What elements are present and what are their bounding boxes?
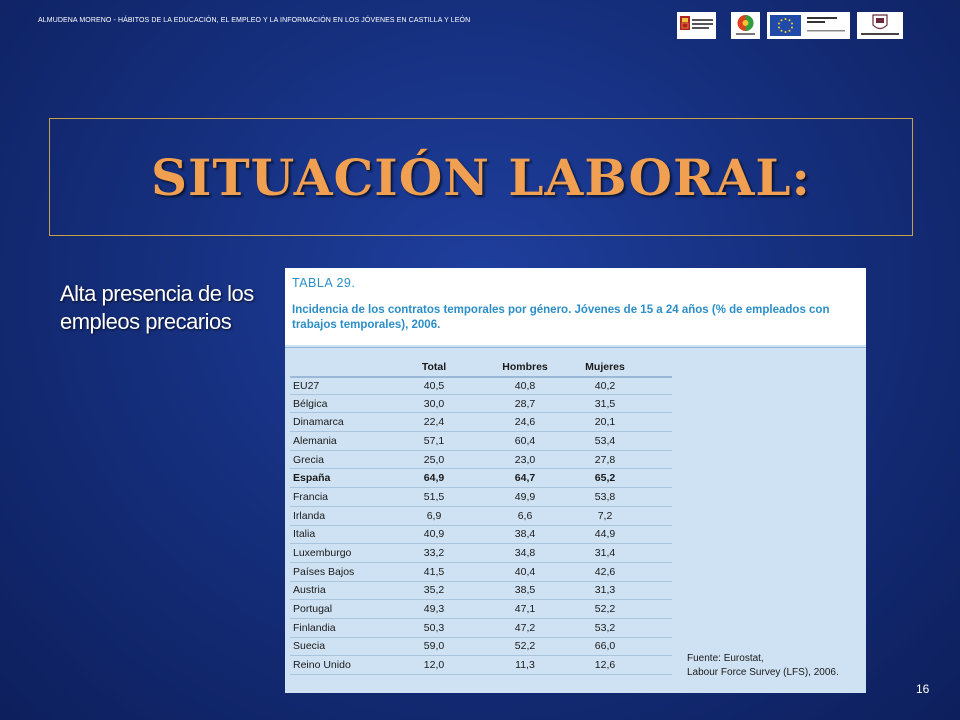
universidad-valladolid-logo — [857, 12, 903, 39]
country-cell: Suecia — [293, 640, 326, 653]
hombres-cell: 64,7 — [514, 472, 536, 485]
hombres-cell: 47,2 — [514, 621, 536, 634]
country-cell: Austria — [293, 584, 326, 597]
total-cell: 64,9 — [423, 472, 445, 485]
total-cell: 22,4 — [423, 416, 445, 429]
column-header-total: Total — [421, 361, 447, 373]
mujeres-cell: 53,2 — [594, 621, 616, 634]
total-cell: 50,3 — [423, 621, 445, 634]
mujeres-cell: 12,6 — [594, 659, 616, 672]
total-cell: 12,0 — [423, 659, 445, 672]
table-heading-area — [285, 268, 866, 345]
page-title: SITUACIÓN LABORAL: — [150, 147, 812, 207]
total-cell: 35,2 — [423, 584, 445, 597]
page-number: 16 — [916, 682, 930, 696]
hombres-cell: 52,2 — [514, 640, 536, 653]
hombres-cell: 23,0 — [514, 453, 536, 466]
mujeres-cell: 53,8 — [594, 490, 616, 503]
total-cell: 57,1 — [423, 434, 445, 447]
table-row — [290, 600, 672, 619]
total-cell: 30,0 — [423, 397, 445, 410]
country-cell: EU27 — [293, 379, 320, 392]
country-cell: España — [293, 472, 331, 485]
hombres-cell: 34,8 — [514, 547, 536, 560]
total-cell: 49,3 — [423, 603, 445, 616]
hombres-cell: 49,9 — [514, 490, 536, 503]
table-row — [290, 619, 672, 638]
table-header-row — [290, 358, 672, 376]
data-table — [290, 358, 672, 675]
table-source — [687, 652, 839, 680]
table-row — [290, 451, 672, 470]
table-row — [290, 376, 672, 395]
source-line-1: Fuente: Eurostat, — [687, 653, 764, 664]
total-cell: 59,0 — [423, 640, 445, 653]
table-row — [290, 395, 672, 414]
coe-logo — [731, 12, 760, 39]
table-row — [290, 582, 672, 601]
table-body — [290, 376, 672, 675]
table-row — [290, 563, 672, 582]
mujeres-cell: 7,2 — [597, 509, 613, 522]
hombres-cell: 11,3 — [515, 659, 535, 672]
table-row — [290, 432, 672, 451]
hombres-cell: 60,4 — [514, 434, 536, 447]
hombres-cell: 24,6 — [514, 416, 536, 429]
country-cell: Alemania — [293, 434, 337, 447]
total-cell: 40,5 — [423, 379, 445, 392]
table-row — [290, 469, 672, 488]
table-panel — [285, 268, 866, 693]
table-row — [290, 638, 672, 657]
total-cell: 41,5 — [423, 565, 445, 578]
table-row — [290, 544, 672, 563]
source-line-2: Labour Force Survey (LFS), 2006. — [687, 667, 839, 678]
table-row — [290, 507, 672, 526]
hombres-cell: 38,4 — [514, 528, 536, 541]
mujeres-cell: 42,6 — [594, 565, 616, 578]
country-cell: Reino Unido — [293, 659, 351, 672]
mujeres-cell: 44,9 — [594, 528, 616, 541]
hombres-cell: 40,8 — [514, 379, 536, 392]
mujeres-cell: 31,4 — [594, 547, 616, 560]
mujeres-cell: 52,2 — [594, 603, 616, 616]
country-cell: Dinamarca — [293, 416, 344, 429]
header-text: ALMUDENA MORENO - HÁBITOS DE LA EDUCACIÓN, EL EMPLEO Y LA INFORMACIÓN EN LOS JÓVENES EN CASTILLA Y LEÓN — [38, 17, 471, 24]
total-cell: 6,9 — [426, 509, 442, 522]
hombres-cell: 38,5 — [514, 584, 536, 597]
country-cell: Portugal — [293, 603, 333, 616]
country-cell: Italia — [293, 528, 316, 541]
country-cell: Francia — [293, 490, 329, 503]
hombres-cell: 28,7 — [514, 397, 536, 410]
table-label: TABLA 29. — [292, 276, 356, 290]
column-header-hombres: Hombres — [502, 361, 548, 373]
mujeres-cell: 31,5 — [594, 397, 616, 410]
eu-feder-logo — [767, 12, 850, 39]
title-box — [49, 118, 913, 236]
mujeres-cell: 27,8 — [594, 453, 616, 466]
table-row — [290, 413, 672, 432]
column-header-mujeres: Mujeres — [585, 361, 625, 373]
hombres-cell: 40,4 — [514, 565, 536, 578]
mujeres-cell: 20,1 — [594, 416, 616, 429]
divider — [285, 347, 866, 348]
hombres-cell: 47,1 — [514, 603, 536, 616]
table-row — [290, 656, 672, 675]
total-cell: 51,5 — [423, 490, 445, 503]
country-cell: Finlandia — [293, 621, 336, 634]
table-description: Incidencia de los contratos temporales por género. Jóvenes de 15 a 24 años (% de empleados con trabajos temporales), 2006. — [292, 304, 830, 331]
total-cell: 25,0 — [423, 453, 445, 466]
hombres-cell: 6,6 — [517, 509, 533, 522]
subtitle: Alta presencia de los empleos precarios — [60, 281, 254, 334]
table-row — [290, 488, 672, 507]
table-row — [290, 526, 672, 545]
country-cell: Irlanda — [293, 509, 326, 522]
total-cell: 40,9 — [423, 528, 445, 541]
mujeres-cell: 66,0 — [594, 640, 616, 653]
country-cell: Grecia — [293, 453, 324, 466]
mujeres-cell: 53,4 — [594, 434, 616, 447]
total-cell: 33,2 — [423, 547, 445, 560]
country-cell: Luxemburgo — [293, 547, 352, 560]
mujeres-cell: 65,2 — [594, 472, 616, 485]
mujeres-cell: 31,3 — [594, 584, 616, 597]
junta-castilla-leon-logo — [677, 12, 716, 39]
country-cell: Bélgica — [293, 397, 328, 410]
mujeres-cell: 40,2 — [594, 379, 616, 392]
country-cell: Países Bajos — [293, 565, 355, 578]
